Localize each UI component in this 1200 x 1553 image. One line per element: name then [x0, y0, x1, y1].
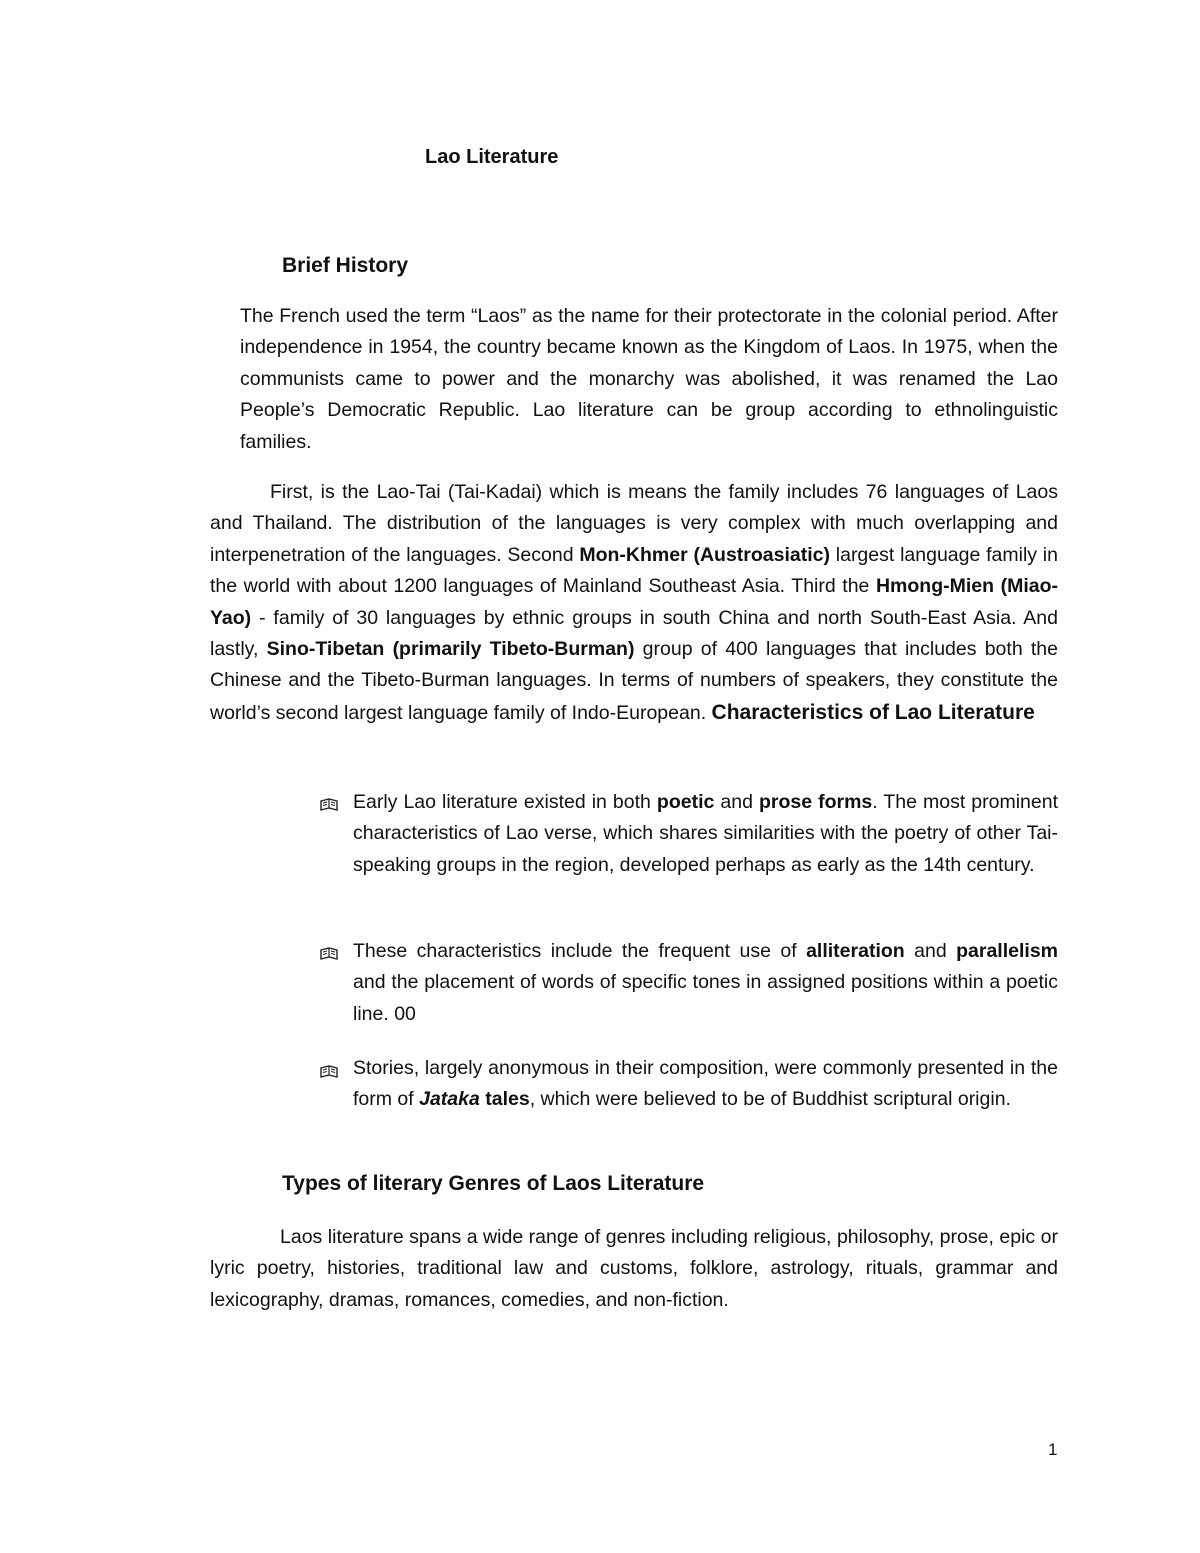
bullet-item-2	[353, 936, 1058, 1030]
brief-history-paragraph: The French used the term “Laos” as the name for their protectorate in the colonial period. After independence in 1954, the country became known as the Kingdom of Laos. In 1975, when the communists came to power and the monarchy was abolished, it was renamed the Lao People’s Democratic Republic. Lao literature can be group according to ethnolinguistic families.	[240, 305, 1058, 453]
poetic-term: poetic	[656, 791, 715, 813]
bullet-text: , which were believed to be of Buddhist scriptural origin.	[529, 1088, 1011, 1111]
bullet-text: and the placement of words of specific tones in assigned positions within a poetic line. 00	[353, 971, 1058, 1025]
para-text: largest language family in the world with about 1200 languages of Mainland Southeast Asia. Third the	[210, 543, 1058, 598]
document-title: Lao Literature	[425, 146, 559, 168]
mon-khmer-term: Mon-Khmer (Austroasiatic)	[579, 543, 830, 566]
bullet-text: . The most prominent characteristics of Lao verse, which shares similarities with the poetry of other Tai-speaking groups in the region, developed perhaps as early as the 14th century.	[353, 791, 1058, 876]
prose-forms-term: prose forms	[758, 791, 873, 813]
brief-history-heading: Brief History	[282, 254, 409, 277]
para-text: First, is the Lao-Tai (Tai-Kadai) which is means the family includes 76 languages of Laos and Thailand. The distribution of the languages is very complex with much overlapping and interpenetration of the languages. Second	[210, 481, 1058, 566]
book-icon	[319, 795, 339, 813]
parallelism-term: parallelism	[956, 940, 1058, 962]
hmong-mien-term: Hmong-Mien (Miao- Yao)	[210, 575, 1059, 629]
sino-tibetan-term: Sino-Tibetan (primarily Tibeto-Burman)	[266, 638, 635, 661]
para-text: group of 400 languages that includes both the Chinese and the Tibeto-Burman languages. In terms of numbers of speakers, they constitute the world’s second largest language family of Indo-European.	[210, 638, 1058, 724]
bullet-text: These characteristics include the frequent use of	[353, 940, 807, 962]
genres-heading: Types of literary Genres of Laos Literature	[282, 1172, 705, 1195]
bullet-text: and	[714, 791, 759, 813]
bullet-text: and	[904, 940, 957, 962]
language-families-paragraph	[210, 477, 1058, 729]
book-icon	[319, 1062, 339, 1080]
bullet-item-1	[353, 787, 1058, 881]
bullet-text: Stories, largely anonymous in their composition, were commonly presented in the form of	[353, 1057, 1058, 1111]
page-number: 1	[1048, 1440, 1058, 1459]
jataka-term: Jataka	[419, 1088, 480, 1111]
bullet-item-3	[353, 1053, 1058, 1116]
genres-paragraph: Laos literature spans a wide range of genres including religious, philosophy, prose, epic or lyric poetry, histories, traditional law and customs, folklore, astrology, rituals, grammar and lexicography, dramas, romances, comedies, and non-fiction.	[210, 1226, 1058, 1311]
characteristics-heading: Characteristics of Lao Literature	[711, 700, 1035, 724]
bullet-text: Early Lao literature existed in both	[353, 791, 657, 813]
alliteration-term: alliteration	[806, 940, 905, 962]
book-icon	[319, 944, 339, 962]
tales-term: tales	[479, 1088, 530, 1111]
para-text: - family of 30 languages by ethnic groups in south China and north South-East Asia. And lastly,	[210, 606, 1058, 661]
